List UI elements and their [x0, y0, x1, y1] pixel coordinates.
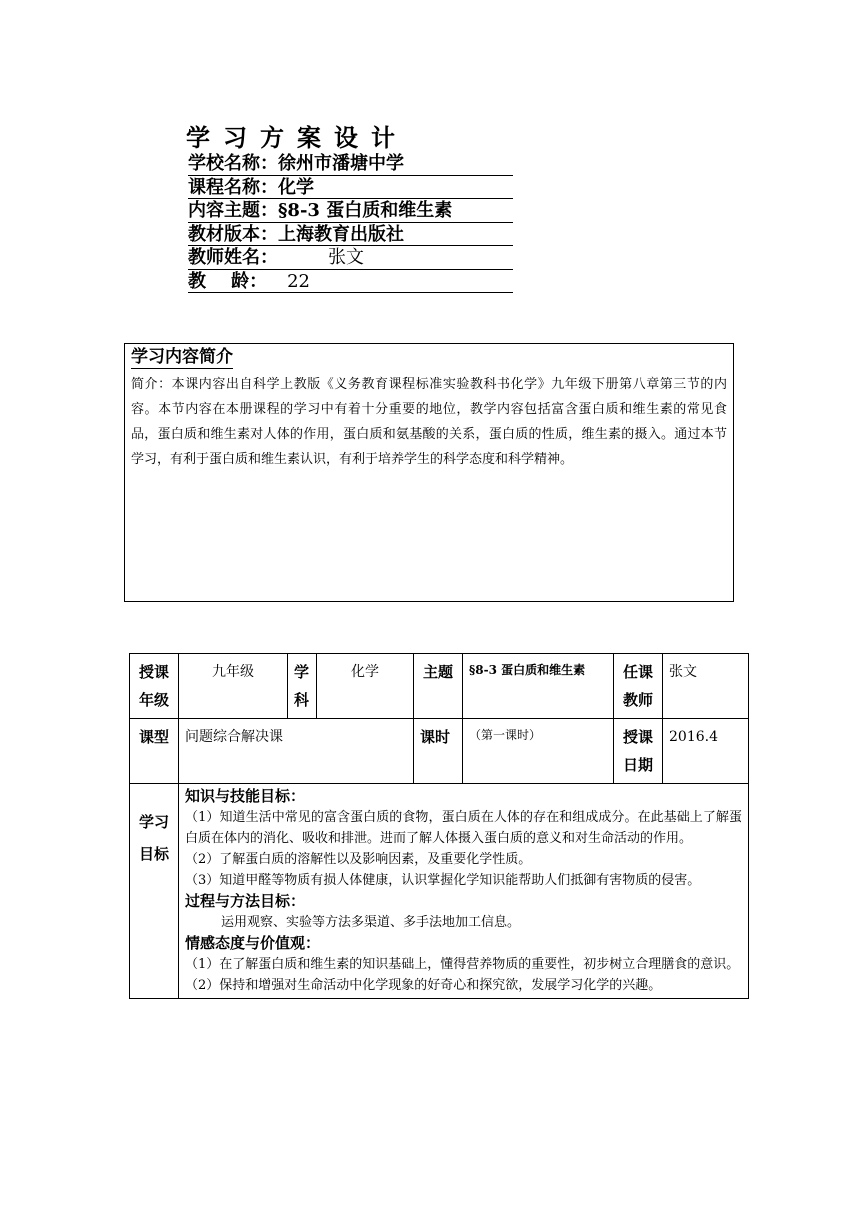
knowledge-title: 知识与技能目标： — [185, 787, 306, 805]
teacher-label: 任课教师 — [614, 654, 663, 719]
date-label: 授课日期 — [614, 719, 663, 784]
goals-label: 学习目标 — [130, 784, 179, 999]
intro-heading: 学习内容简介 — [131, 347, 233, 367]
goals-content — [179, 784, 749, 999]
table-row — [130, 784, 749, 999]
meta-label: 教 龄： — [188, 270, 268, 292]
grade-value: 九年级 — [179, 654, 288, 719]
meta-value: 徐州市潘塘中学 — [278, 153, 404, 174]
meta-years — [188, 270, 513, 294]
meta-teacher — [188, 246, 513, 270]
period-label: 课时 — [414, 719, 463, 784]
meta-value: §8-3 蛋白质和维生素 — [278, 200, 453, 221]
emotion-title: 情感态度与价值观： — [185, 934, 321, 952]
type-value: 问题综合解决课 — [179, 719, 414, 784]
meta-value: 化学 — [278, 176, 314, 198]
meta-edition — [188, 223, 513, 247]
intro-text: 简介：本课内容出自科学上教版《义务教育课程标准实验教科书化学》九年级下册第八章第三节的内容。本节内容在本册课程的学习中有着十分重要的地位，教学内容包括富含蛋白质和维生素的常见食品，蛋白质和维生素对人体的作用，蛋白质和氨基酸的关系，蛋白质的性质，维生素的摄入。通过本节学习，有利于蛋白质和维生素认识，有利于培养学生的科学态度和科学精神。 — [131, 377, 727, 467]
intro-box — [124, 343, 734, 602]
process-item: 运用观察、实验等方法多渠道、多手法地加工信息。 — [221, 915, 521, 930]
knowledge-item: （2）了解蛋白质的溶解性以及影响因素，及重要化学性质。 — [185, 852, 532, 867]
knowledge-item: （1）知道生活中常见的富含蛋白质的食物，蛋白质在人体的存在和组成成分。在此基础上了解蛋白质在体内的消化、吸收和排泄。进而了解人体摄入蛋白质的意义和对生命活动的作用。 — [185, 810, 742, 846]
meta-topic — [188, 199, 513, 223]
topic-value: §8-3 蛋白质和维生素 — [463, 654, 614, 719]
meta-value: 22 — [287, 270, 310, 292]
meta-block — [188, 152, 513, 293]
meta-value: 张文 — [328, 247, 364, 268]
process-title: 过程与方法目标： — [185, 892, 306, 910]
subject-label: 学科 — [288, 654, 317, 719]
type-label: 课型 — [130, 719, 179, 784]
knowledge-item: （3）知道甲醛等物质有损人体健康，认识掌握化学知识能帮助人们抵御有害物质的侵害。 — [185, 873, 701, 888]
page-title: 学习方案设计 — [186, 123, 408, 152]
meta-label: 教师姓名： — [188, 247, 278, 268]
meta-label: 学校名称： — [188, 153, 278, 174]
table-row — [130, 654, 749, 719]
date-value: 2016.4 — [663, 719, 749, 784]
table-row — [130, 719, 749, 784]
meta-label: 内容主题： — [188, 200, 278, 221]
meta-course — [188, 176, 513, 200]
emotion-item: （2）保持和增强对生命活动中化学现象的好奇心和探究欲，发展学习化学的兴趣。 — [185, 978, 662, 993]
meta-label: 教材版本： — [188, 223, 278, 245]
lesson-table — [129, 653, 749, 999]
topic-label: 主题 — [414, 654, 463, 719]
meta-label: 课程名称： — [188, 176, 278, 198]
meta-value: 上海教育出版社 — [278, 223, 404, 245]
teacher-value: 张文 — [663, 654, 749, 719]
meta-school — [188, 152, 513, 176]
subject-value: 化学 — [317, 654, 414, 719]
emotion-item: （1）在了解蛋白质和维生素的知识基础上，懂得营养物质的重要性，初步树立合理膳食的意识。 — [185, 957, 740, 972]
grade-label: 授课年级 — [130, 654, 179, 719]
period-value: （第一课时） — [463, 719, 614, 784]
